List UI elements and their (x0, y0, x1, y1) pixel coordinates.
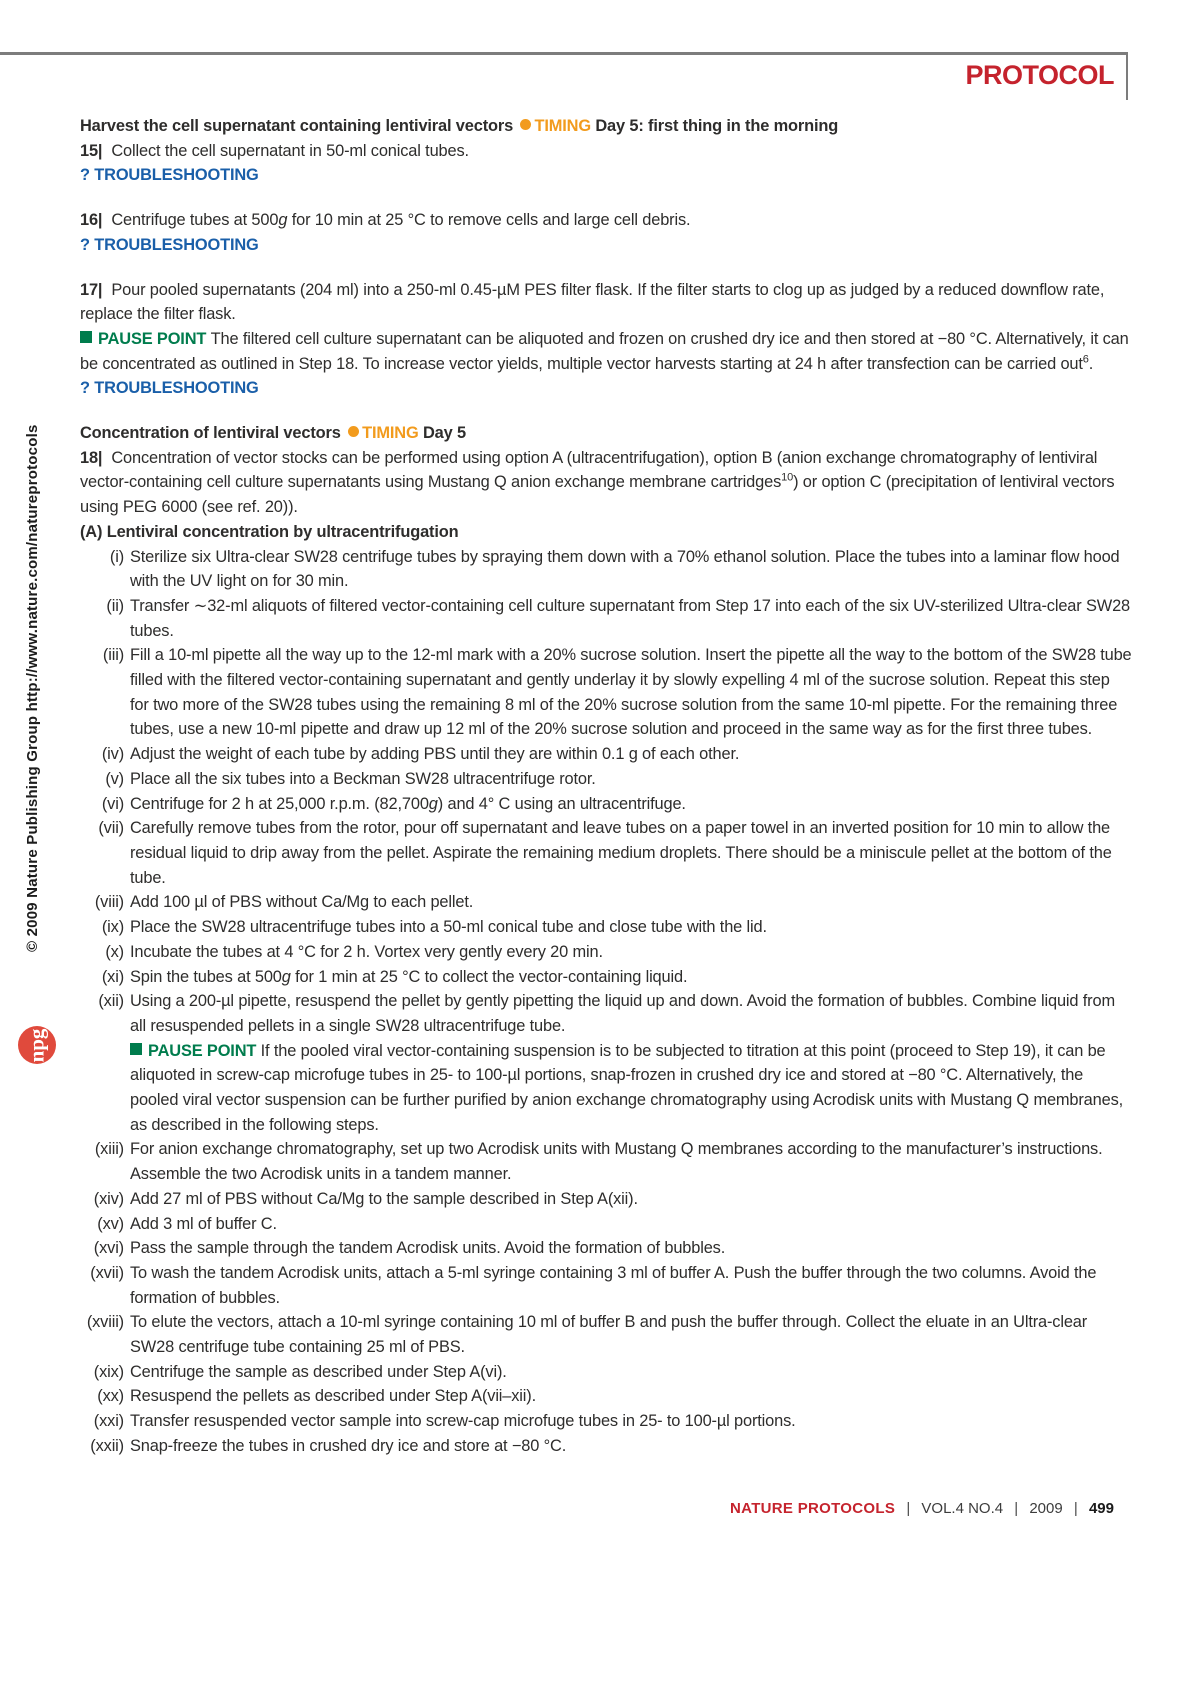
text-run: 18| (80, 448, 103, 467)
text-run: for 1 min at 25 °C to collect the vector-containing liquid. (290, 967, 688, 986)
text-run: g (278, 211, 288, 230)
roman-step-label: (xiii) (94, 1140, 124, 1159)
text-run: for 10 min at 25 °C to remove cells and large cell debris. (287, 211, 691, 230)
roman-step (80, 1384, 1132, 1409)
roman-step-label: (xxi) (93, 1412, 124, 1431)
roman-step (80, 767, 1132, 792)
text-run: 16| (80, 211, 103, 230)
year-label: 2009 (1029, 1500, 1063, 1517)
troubleshooting-note (80, 163, 1132, 188)
roman-step-text (130, 1310, 1132, 1359)
roman-step-text (130, 767, 1132, 792)
text-run: Adjust the weight of each tube by adding PBS until they are within 0.1 g of each other. (130, 745, 740, 764)
protocol-step (80, 139, 1132, 164)
text-run: Spin the tubes at 500 (130, 967, 282, 986)
text-run: g (281, 967, 291, 986)
roman-step-label: (i) (109, 547, 124, 566)
roman-step (80, 915, 1132, 940)
roman-step-text (130, 742, 1132, 767)
text-run: The filtered cell culture supernatant can be aliquoted and frozen on crushed dry ice and then stored at −80 °C. Alternatively, it can be concentrated as outlined in Step 18. To increase vector yields, multiple vector harvests starting at 24 h after transfection can be carried out (80, 329, 1129, 373)
protocol-step (80, 208, 1132, 233)
text-run: Pass the sample through the tandem Acrodisk units. Avoid the formation of bubbles. (130, 1239, 726, 1258)
roman-step-label: (xx) (97, 1387, 124, 1406)
text-run: ) or option C (precipitation of lentiviral vectors using PEG 6000 (see ref. 20)). (80, 473, 1115, 517)
roman-step-text (130, 545, 1132, 594)
footer (730, 1500, 1114, 1517)
section-heading (80, 421, 1132, 446)
pause-point-note (130, 1039, 1132, 1138)
roman-step (80, 1261, 1132, 1310)
roman-step (80, 965, 1132, 990)
footer-separator: | (1073, 1500, 1078, 1517)
text-run: Resuspend the pellets as described under Step A(vii–xii). (130, 1387, 537, 1406)
troubleshooting-note (80, 376, 1132, 401)
roman-step-text (130, 1212, 1132, 1237)
text-run: ? TROUBLESHOOTING (80, 379, 259, 398)
roman-step-label: (iii) (102, 646, 124, 665)
text-run: Day 5 (418, 424, 466, 443)
text-run: To elute the vectors, attach a 10-ml syringe containing 10 ml of buffer B and push the buffer through. Collect the eluate in an Ultra-clear SW28 centrifuge tube containing 25 ml of PBS. (130, 1313, 1088, 1357)
npg-logo-text: npg (24, 1028, 49, 1062)
roman-step (80, 816, 1132, 890)
text-run: Harvest the cell supernatant containing lentiviral vectors (80, 117, 518, 135)
roman-step-text (130, 940, 1132, 965)
text-run: Carefully remove tubes from the rotor, pour off supernatant and leave tubes on a paper towel in an inverted position for 10 min to allow the residual liquid to drip away from the pellet. Aspirate the remaining medium droplets. There should be a miniscule pellet at the bottom of the tube. (130, 819, 1112, 887)
roman-step (80, 1212, 1132, 1237)
roman-step-text (130, 1261, 1132, 1310)
text-run: Transfer resuspended vector sample into screw-cap microfuge tubes in 25- to 100-µl portions. (130, 1412, 796, 1431)
page-number: 499 (1088, 1500, 1114, 1517)
text-run: ) and 4° C using an ultracentrifuge. (437, 794, 686, 813)
roman-step (80, 1434, 1132, 1459)
text-run: Concentration of vector stocks can be performed using option A (ultracentrifugation), option B (anion exchange chromatography of lentiviral vector-containing cell culture supernatants using Mustang Q anion exchange membrane cartridges (80, 448, 1098, 492)
timing-bullet-icon (520, 119, 531, 130)
roman-step-label: (viii) (94, 893, 124, 912)
pause-point-square-icon (80, 331, 92, 343)
roman-step-text (130, 816, 1132, 890)
text-run: Centrifuge the sample as described under Step A(vi). (130, 1362, 507, 1381)
text-run: Transfer ∼32-ml aliquots of filtered vector-containing cell culture supernatant from Step 17 into each of the six UV-sterilized Ultra-clear SW28 tubes. (130, 596, 1131, 640)
spacer (80, 401, 1132, 421)
protocol-body (80, 114, 1132, 1459)
text-run: Centrifuge tubes at 500 (111, 211, 279, 230)
roman-step (80, 792, 1132, 817)
roman-step-label: (xvii) (90, 1263, 124, 1282)
roman-step-label: (xxii) (90, 1436, 124, 1455)
protocol-step (80, 278, 1132, 327)
text-run: 17| (80, 280, 103, 299)
roman-step-label: (xi) (101, 967, 124, 986)
option-subheading (80, 520, 1132, 545)
npg-logo (18, 1026, 56, 1064)
roman-step-text (130, 915, 1132, 940)
sidebar-copyright-text: © 2009 Nature Publishing Group http://www.nature.com/natureprotocols (24, 424, 41, 952)
roman-step (80, 1187, 1132, 1212)
roman-step-label: (xix) (93, 1362, 124, 1381)
pause-point-note (80, 327, 1132, 376)
header-corner-line (1126, 52, 1128, 100)
text-run: Add 27 ml of PBS without Ca/Mg to the sample described in Step A(xii). (130, 1189, 638, 1208)
protocol-step (80, 446, 1132, 520)
text-run: (A) Lentiviral concentration by ultracentrifugation (80, 522, 459, 541)
roman-step-text (130, 643, 1132, 742)
text-run: PAUSE POINT (148, 1041, 261, 1060)
roman-step (80, 545, 1132, 594)
roman-step-text (130, 1137, 1132, 1186)
roman-step (80, 594, 1132, 643)
text-run: Incubate the tubes at 4 °C for 2 h. Vortex very gently every 20 min. (130, 942, 603, 961)
roman-step-label: (xiv) (93, 1189, 124, 1208)
roman-step (80, 1360, 1132, 1385)
text-run: 15| (80, 141, 103, 160)
text-run: Add 100 µl of PBS without Ca/Mg to each pellet. (130, 893, 474, 912)
journal-name: NATURE PROTOCOLS (730, 1500, 896, 1517)
roman-step-text (130, 1236, 1132, 1261)
roman-step (80, 989, 1132, 1038)
roman-step-label: (xvi) (93, 1239, 124, 1258)
text-run: 6 (1082, 353, 1089, 366)
text-run: ? TROUBLESHOOTING (80, 166, 259, 185)
roman-step-label: (xv) (97, 1214, 124, 1233)
text-run: To wash the tandem Acrodisk units, attach a 5-ml syringe containing 3 ml of buffer A. Push the buffer through the two columns. Avoid the formation of bubbles. (130, 1263, 1097, 1307)
text-run: Place the SW28 ultracentrifuge tubes into a 50-ml conical tube and close tube with the lid. (130, 918, 767, 937)
text-run: Snap-freeze the tubes in crushed dry ice and store at −80 °C. (130, 1436, 567, 1455)
roman-step-text (130, 965, 1132, 990)
spacer (80, 188, 1132, 208)
text-run: Collect the cell supernatant in 50-ml conical tubes. (111, 141, 469, 160)
troubleshooting-note (80, 233, 1132, 258)
roman-step (80, 1137, 1132, 1186)
roman-step-label: (vii) (98, 819, 124, 838)
text-run: Centrifuge for 2 h at 25,000 r.p.m. (82,700 (130, 794, 429, 813)
text-run: 10 (781, 471, 794, 484)
roman-step (80, 643, 1132, 742)
timing-bullet-icon (348, 426, 359, 437)
text-run: If the pooled viral vector-containing suspension is to be subjected to titration at this point (proceed to Step 19), it can be aliquoted in screw-cap microfuge tubes in 25- to 100-µl portions, snap-frozen in crushed dry ice and stored at −80 °C. Alternatively, the pooled viral vector suspension can be further purified by anion exchange chromatography using Acrodisk units with Mustang Q membranes, as described in the following steps. (130, 1041, 1124, 1134)
roman-step-text (130, 890, 1132, 915)
roman-step-label: (v) (105, 769, 124, 788)
spacer (80, 258, 1132, 278)
text-run: Fill a 10-ml pipette all the way up to the 12-ml mark with a 20% sucrose solution. Insert the pipette all the way to the bottom of the SW28 tube filled with the filtered vector-containing supernatant and gently underlay it by slowly expelling 4 ml of the sucrose solution. Repeat this step for two more of the SW28 tubes using the remaining 8 ml of the 20% sucrose solution from the same 10-ml pipette. For the remaining three tubes, use a new 10-ml pipette and draw up 12 ml of the 20% sucrose solution and proceed in the same way as for the first three tubes. (130, 646, 1132, 739)
section-heading (80, 114, 1132, 139)
roman-step-label: (ii) (106, 596, 124, 615)
pause-point-square-icon (130, 1043, 142, 1055)
text-run: TIMING (362, 424, 419, 443)
roman-step-text (130, 1384, 1132, 1409)
footer-separator: | (1014, 1500, 1019, 1517)
roman-step-text (130, 1409, 1132, 1434)
roman-step-label: (xii) (98, 992, 124, 1011)
text-run: Place all the six tubes into a Beckman SW28 ultracentrifuge rotor. (130, 769, 596, 788)
roman-step (80, 890, 1132, 915)
text-run: g (428, 794, 438, 813)
roman-step-label: (vi) (101, 794, 124, 813)
roman-step-text (130, 792, 1132, 817)
footer-separator: | (906, 1500, 911, 1517)
text-run: Pour pooled supernatants (204 ml) into a 250-ml 0.45-µM PES filter flask. If the filter starts to clog up as judged by a reduced downflow rate, replace the filter flask. (80, 280, 1105, 324)
text-run: Add 3 ml of buffer C. (130, 1214, 277, 1233)
roman-step-label: (xviii) (86, 1313, 124, 1332)
text-run: PAUSE POINT (98, 329, 211, 348)
roman-step (80, 742, 1132, 767)
roman-step-text (130, 989, 1132, 1038)
roman-step-label: (iv) (101, 745, 124, 764)
roman-step-label: (x) (105, 942, 124, 961)
text-run: Day 5: first thing in the morning (590, 117, 839, 135)
text-run: TIMING (534, 117, 591, 135)
text-run: Sterilize six Ultra-clear SW28 centrifuge tubes by spraying them down with a 70% ethanol solution. Place the tubes into a laminar flow hood with the UV light on for 30 min. (130, 547, 1120, 591)
roman-step (80, 940, 1132, 965)
roman-step-text (130, 1360, 1132, 1385)
roman-step (80, 1236, 1132, 1261)
roman-step-text (130, 1434, 1132, 1459)
roman-step (80, 1409, 1132, 1434)
page-type-label: PROTOCOL (965, 60, 1114, 90)
header-rule (0, 52, 1128, 55)
text-run: Concentration of lentiviral vectors (80, 424, 346, 443)
volume-label: VOL.4 NO.4 (921, 1500, 1004, 1517)
roman-step-text (130, 594, 1132, 643)
roman-step-text (130, 1187, 1132, 1212)
roman-step-label: (ix) (101, 918, 124, 937)
text-run: . (1088, 354, 1094, 373)
roman-step (80, 1310, 1132, 1359)
text-run: ? TROUBLESHOOTING (80, 235, 259, 254)
text-run: Using a 200-µl pipette, resuspend the pellet by gently pipetting the liquid up and down. Avoid the formation of bubbles. Combine liquid from all resuspended pellets in a single SW28 ultracentrifuge tube. (130, 992, 1115, 1035)
text-run: For anion exchange chromatography, set up two Acrodisk units with Mustang Q membranes according to the manufacturer’s instructions. Assemble the two Acrodisk units in a tandem manner. (130, 1140, 1103, 1184)
